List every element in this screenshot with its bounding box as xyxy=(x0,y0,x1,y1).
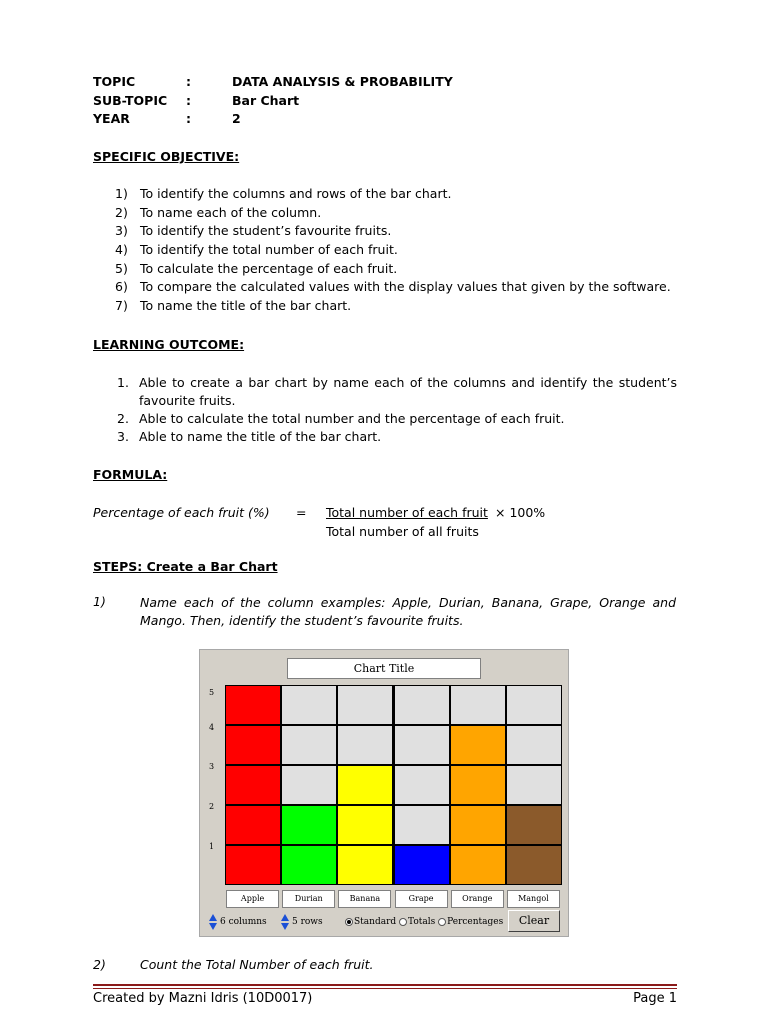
formula-equals: = xyxy=(296,505,307,520)
empty-cell[interactable] xyxy=(337,725,393,765)
list-number: 7) xyxy=(115,298,128,314)
list-text: To identify the total number of each fruit. xyxy=(140,242,398,258)
step2-text: Count the Total Number of each fruit. xyxy=(140,957,374,972)
formula-heading: FORMULA: xyxy=(93,467,168,482)
footer-credit: Created by Mazni Idris (10D0017) xyxy=(93,991,313,1006)
list-item xyxy=(115,241,685,260)
column-label-input[interactable]: Orange xyxy=(451,890,504,908)
bar-cell[interactable] xyxy=(337,765,393,805)
step2-number: 2) xyxy=(93,957,106,972)
list-number: 2. xyxy=(117,411,129,426)
rows-control xyxy=(280,912,323,932)
list-number: 6) xyxy=(115,279,128,295)
specific-objective-list xyxy=(115,185,685,316)
empty-cell[interactable] xyxy=(281,725,337,765)
column-label-input[interactable]: Grape xyxy=(395,890,448,908)
empty-cell[interactable] xyxy=(506,765,562,805)
learning-outcome-list xyxy=(115,374,677,446)
list-number: 5) xyxy=(115,260,128,276)
formula-lhs: Percentage of each fruit (%) xyxy=(93,505,270,520)
empty-cell[interactable] xyxy=(337,685,393,725)
radio-standard[interactable] xyxy=(345,918,353,926)
list-text: To identify the student’s favourite fruits. xyxy=(140,223,392,239)
chart-title-input[interactable]: Chart Title xyxy=(287,658,481,679)
empty-cell[interactable] xyxy=(394,805,450,845)
bar-cell[interactable] xyxy=(506,845,562,885)
y-tick-label: 4 xyxy=(209,723,215,732)
list-item xyxy=(115,185,685,204)
bar-cell[interactable] xyxy=(225,685,281,725)
list-number: 3. xyxy=(117,429,129,444)
bar-cell[interactable] xyxy=(225,805,281,845)
empty-cell[interactable] xyxy=(394,765,450,805)
bar-cell[interactable] xyxy=(506,805,562,845)
chart-grid xyxy=(225,685,562,885)
list-text: To name each of the column. xyxy=(140,204,322,220)
list-item xyxy=(115,297,685,316)
bar-cell[interactable] xyxy=(450,845,506,885)
y-tick-label: 2 xyxy=(209,802,215,811)
clear-button[interactable]: Clear xyxy=(508,910,560,932)
bar-cell[interactable] xyxy=(450,725,506,765)
display-mode-radios xyxy=(345,912,503,932)
list-number: 2) xyxy=(115,204,128,220)
list-item xyxy=(115,410,677,428)
empty-cell[interactable] xyxy=(281,765,337,805)
list-text: To identify the columns and rows of the bar chart. xyxy=(140,186,452,201)
empty-cell[interactable] xyxy=(506,685,562,725)
list-number: 3) xyxy=(115,223,128,239)
list-item xyxy=(115,374,677,410)
list-text: To name the title of the bar chart. xyxy=(140,298,352,314)
bar-cell[interactable] xyxy=(337,845,393,885)
list-number: 1) xyxy=(115,186,128,201)
column-label-input[interactable]: Banana xyxy=(338,890,391,908)
empty-cell[interactable] xyxy=(506,725,562,765)
meta-value: DATA ANALYSIS & PROBABILITY xyxy=(232,74,453,89)
arrow-down-icon xyxy=(281,923,289,930)
rows-spinner[interactable] xyxy=(280,913,290,931)
list-item xyxy=(115,204,685,223)
step1-number: 1) xyxy=(93,594,106,609)
columns-control xyxy=(208,912,267,932)
radio-totals[interactable] xyxy=(399,918,407,926)
radio-totals-label: Totals xyxy=(408,917,436,927)
y-tick-label: 5 xyxy=(209,688,215,697)
specific-objective-heading: SPECIFIC OBJECTIVE: xyxy=(93,149,240,164)
meta-sep: : xyxy=(186,111,191,126)
list-item xyxy=(115,222,685,241)
meta-sep: : xyxy=(186,93,191,108)
list-text: Able to name the title of the bar chart. xyxy=(139,429,382,444)
bar-cell[interactable] xyxy=(281,845,337,885)
step1-text: Name each of the column examples: Apple, Durian, Banana, Grape, Orange and Mango. Then, identify the student’s favourite fruits. xyxy=(140,595,676,628)
y-tick-label: 1 xyxy=(209,842,215,851)
rows-label: 5 rows xyxy=(292,917,323,927)
list-text: Able to create a bar chart by name each of the columns and identify the student’s favourite fruits. xyxy=(139,375,677,408)
columns-spinner[interactable] xyxy=(208,913,218,931)
meta-value: 2 xyxy=(232,111,241,126)
meta-key: SUB-TOPIC xyxy=(93,93,168,108)
bar-cell[interactable] xyxy=(225,725,281,765)
meta-value: Bar Chart xyxy=(232,93,300,108)
list-number: 4) xyxy=(115,242,128,258)
bar-cell[interactable] xyxy=(281,805,337,845)
arrow-down-icon xyxy=(209,923,217,930)
learning-outcome-heading: LEARNING OUTCOME: xyxy=(93,337,245,352)
list-item xyxy=(115,260,685,279)
bar-cell[interactable] xyxy=(225,765,281,805)
radio-standard-label: Standard xyxy=(354,917,397,927)
column-label-input[interactable]: Mangol xyxy=(507,890,560,908)
footer-rule-thin xyxy=(93,988,677,989)
formula-times: × 100% xyxy=(495,505,546,520)
arrow-up-icon xyxy=(209,914,217,921)
list-text: To calculate the percentage of each fruit. xyxy=(140,260,398,276)
empty-cell[interactable] xyxy=(450,685,506,725)
footer-page-number: Page 1 xyxy=(633,991,677,1006)
y-tick-label: 3 xyxy=(209,762,215,771)
arrow-up-icon xyxy=(281,914,289,921)
radio-percentages-label: Percentages xyxy=(447,917,504,927)
list-item xyxy=(115,428,677,446)
bar-cell[interactable] xyxy=(450,805,506,845)
footer-rule xyxy=(93,984,677,986)
columns-label: 6 columns xyxy=(220,917,267,927)
list-text: To compare the calculated values with the display values that given by the software. xyxy=(140,279,671,295)
meta-sep: : xyxy=(186,74,191,89)
bar-cell[interactable] xyxy=(450,765,506,805)
radio-percentages[interactable] xyxy=(438,918,446,926)
bar-cell[interactable] xyxy=(394,845,450,885)
column-label-input[interactable]: Apple xyxy=(226,890,279,908)
steps-heading: STEPS: Create a Bar Chart xyxy=(93,559,278,574)
meta-key: YEAR xyxy=(93,111,130,126)
bar-cell[interactable] xyxy=(337,805,393,845)
empty-cell[interactable] xyxy=(394,725,450,765)
bar-cell[interactable] xyxy=(225,845,281,885)
formula-numerator: Total number of each fruit xyxy=(326,505,488,520)
formula-denominator: Total number of all fruits xyxy=(326,524,479,539)
meta-key: TOPIC xyxy=(93,74,136,89)
list-text: Able to calculate the total number and the percentage of each fruit. xyxy=(139,411,565,426)
empty-cell[interactable] xyxy=(281,685,337,725)
column-label-input[interactable]: Durian xyxy=(282,890,335,908)
list-number: 1. xyxy=(117,375,129,390)
list-item xyxy=(115,278,685,297)
bar-chart-widget xyxy=(199,649,569,937)
empty-cell[interactable] xyxy=(394,685,450,725)
